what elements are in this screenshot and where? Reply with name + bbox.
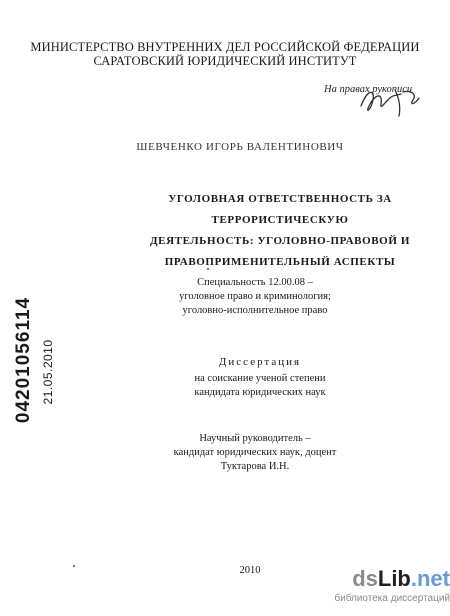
author-name: ШЕВЧЕНКО ИГОРЬ ВАЛЕНТИНОВИЧ xyxy=(136,141,344,153)
advisor-line-3: Туктарова И.Н. xyxy=(220,461,290,472)
watermark-brand xyxy=(322,567,450,591)
library-stamp-date: 21.05.2010 xyxy=(41,339,55,405)
speck xyxy=(207,268,209,270)
ministry-header xyxy=(0,40,450,68)
brand-net: .net xyxy=(410,566,450,591)
specialty-block xyxy=(140,276,370,318)
specialty-line-1: Специальность 12.00.08 – xyxy=(197,277,313,288)
title-line-2: ДЕЯТЕЛЬНОСТЬ: УГОЛОВНО-ПРАВОВОЙ И xyxy=(150,235,410,247)
degree-block xyxy=(140,372,380,400)
library-stamp-number: 04201056114 xyxy=(13,296,34,424)
title-line-1: УГОЛОВНАЯ ОТВЕТСТВЕННОСТЬ ЗА ТЕРРОРИСТИЧЕСКУЮ xyxy=(168,193,392,226)
brand-lib: Lib xyxy=(377,566,411,591)
advisor-line-2: кандидат юридических наук, доцент xyxy=(173,447,337,458)
specialty-line-3: уголовно-исполнительное право xyxy=(182,305,328,316)
advisor-block xyxy=(120,432,390,474)
degree-line-1: на соискание ученой степени xyxy=(194,373,326,384)
title-line-3: ПРАВОПРИМЕНИТЕЛЬНЫЙ АСПЕКТЫ xyxy=(164,256,396,268)
speck xyxy=(73,565,75,567)
dissertation-label: Диссертация xyxy=(218,356,302,368)
dissertation-title xyxy=(120,189,440,273)
specialty-line-2: уголовное право и криминология; xyxy=(179,291,331,302)
watermark-tagline: библиотека диссертаций xyxy=(334,593,450,604)
year: 2010 xyxy=(239,565,261,576)
institute-name: САРАТОВСКИЙ ЮРИДИЧЕСКИЙ ИНСТИТУТ xyxy=(93,54,357,68)
degree-line-2: кандидата юридических наук xyxy=(194,387,326,398)
brand-ds: ds xyxy=(352,566,378,591)
dslib-watermark[interactable] xyxy=(322,567,450,613)
signature-icon xyxy=(355,84,425,120)
advisor-line-1: Научный руководитель – xyxy=(199,433,311,444)
manuscript-note: На правах рукописи xyxy=(324,84,413,95)
ministry-name: МИНИСТЕРСТВО ВНУТРЕННИХ ДЕЛ РОССИЙСКОЙ ФЕДЕРАЦИИ xyxy=(30,40,420,54)
